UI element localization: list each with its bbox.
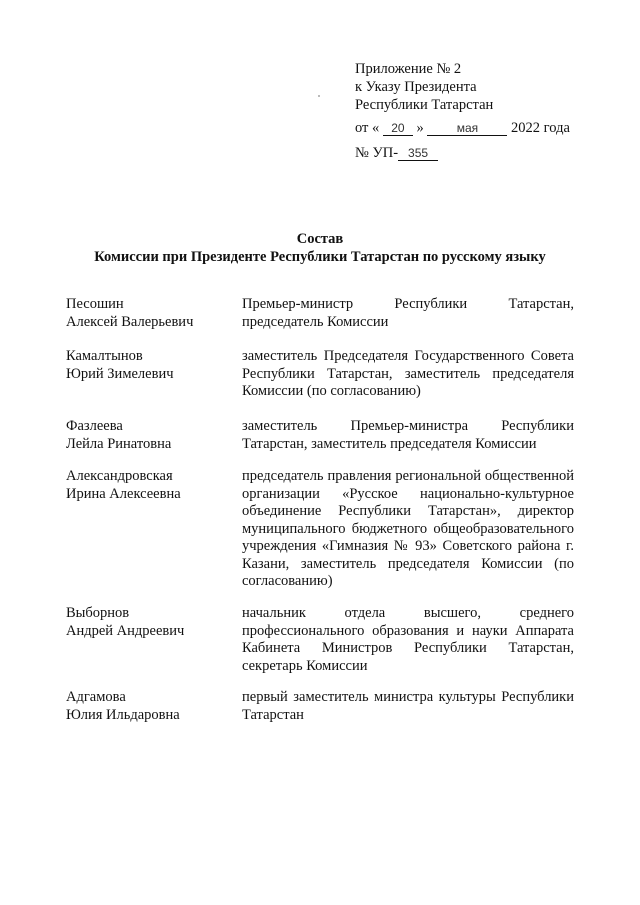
- member-entry: [66, 418, 574, 453]
- member-surname: Камалтынов: [66, 348, 143, 364]
- number-prefix: № УП-: [355, 145, 399, 161]
- scan-speck: [318, 95, 320, 97]
- member-entry: [66, 296, 574, 331]
- member-entry: [66, 348, 574, 401]
- decree-date: [355, 120, 570, 137]
- member-name: [66, 296, 242, 331]
- decree-number: [355, 145, 438, 162]
- member-role: первый заместитель министра культуры Республики Татарстан: [242, 689, 574, 723]
- member-surname: Фазлеева: [66, 418, 123, 434]
- document-title: Состав: [296, 231, 344, 247]
- member-given-name: Алексей Валерьевич: [66, 313, 194, 330]
- member-role: заместитель Премьер-министра Республики Татарстан, заместитель председателя Комиссии: [242, 418, 574, 452]
- member-surname: Выборнов: [66, 605, 130, 621]
- member-given-name: Юлия Ильдаровна: [66, 706, 180, 723]
- date-mid: »: [416, 120, 424, 136]
- date-year: 2022 года: [511, 120, 570, 136]
- document-subtitle: Комиссии при Президенте Республики Татарстан по русскому языку: [94, 249, 546, 265]
- member-role: начальник отдела высшего, среднего профессионального образования и науки Аппарата Кабинета Министров Республики Татарстан, секретарь Комиссии: [242, 605, 574, 674]
- member-name: [66, 689, 242, 724]
- member-name: [66, 418, 242, 453]
- member-entry: [66, 689, 574, 724]
- member-name: [66, 468, 242, 591]
- appendix-republic: Республики Татарстан: [355, 97, 494, 113]
- appendix-number: Приложение № 2: [355, 61, 462, 77]
- date-prefix: от «: [355, 120, 380, 136]
- member-role: Премьер-министр Республики Татарстан, председатель Комиссии: [242, 296, 574, 330]
- member-surname: Песошин: [66, 296, 124, 312]
- member-entry: [66, 468, 574, 591]
- member-given-name: Лейла Ринатовна: [66, 435, 172, 452]
- appendix-decree: к Указу Президента: [355, 79, 477, 95]
- member-given-name: Ирина Алексеевна: [66, 485, 181, 502]
- member-given-name: Юрий Зимелевич: [66, 365, 174, 382]
- member-role: заместитель Председателя Государственного Совета Республики Татарстан, заместитель председателя Комиссии (по согласованию): [242, 348, 574, 399]
- member-surname: Адгамова: [66, 689, 126, 705]
- date-month: мая: [427, 121, 507, 136]
- appendix-header: [355, 60, 493, 114]
- member-name: [66, 348, 242, 401]
- date-day: 20: [383, 121, 413, 136]
- member-surname: Александровская: [66, 468, 173, 484]
- member-name: [66, 605, 242, 675]
- member-given-name: Андрей Андреевич: [66, 622, 185, 639]
- member-role: председатель правления региональной общественной организации «Русское национально-культурное объединение Республики Татарстан», директор муниципального бюджетного общеобразовательного учреждения «Гимназия № 93» Советского района г. Казани, заместитель председателя Комиссии (по согласованию): [242, 468, 574, 589]
- number-value: 355: [398, 146, 438, 161]
- member-entry: [66, 605, 574, 675]
